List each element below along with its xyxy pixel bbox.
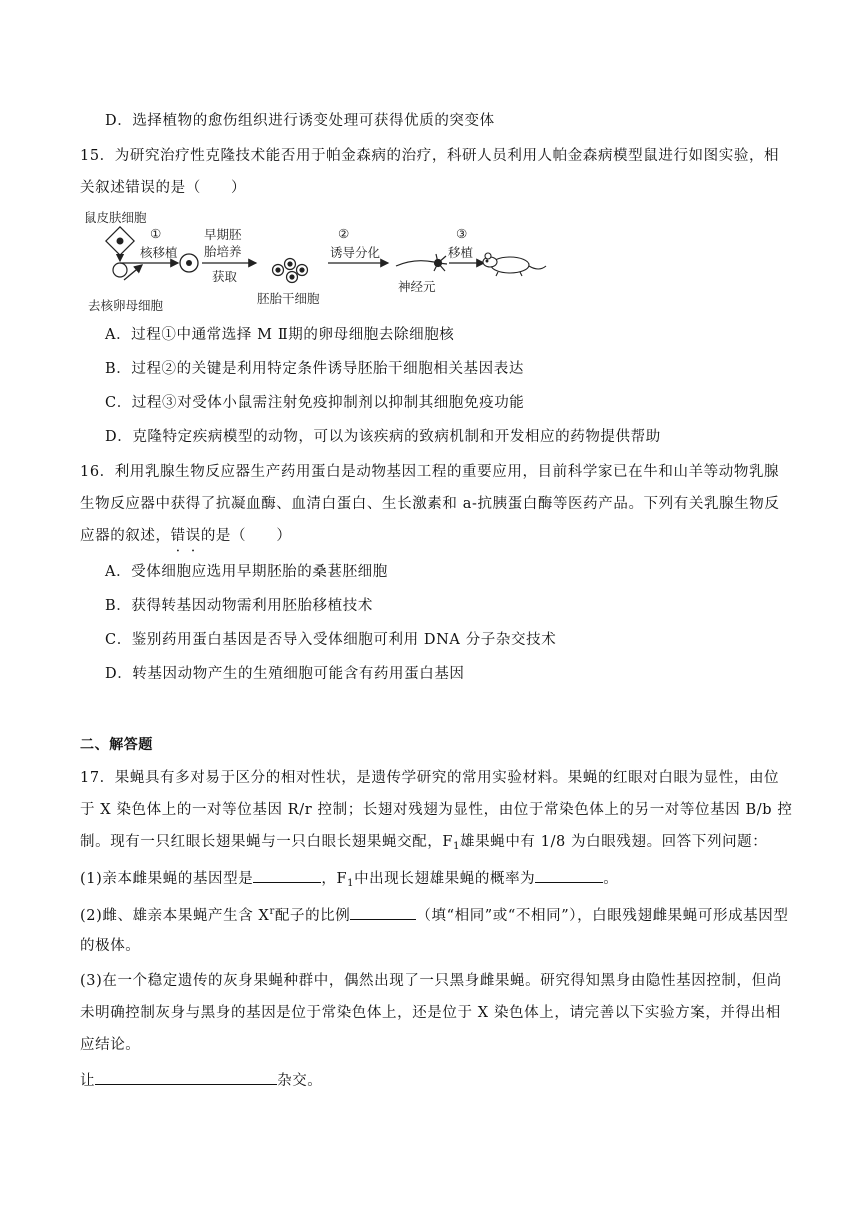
q17-part-2-superscript: r [269, 906, 275, 917]
neuron-icon [396, 254, 447, 271]
q17-part-1-text-d: 。 [603, 871, 619, 887]
q15-option-b: B．过程②的关键是利用特定条件诱导胚胎干细胞相关基因表达 [105, 361, 524, 377]
q16-option-a: A．受体细胞应选用早期胚胎的桑葚胚细胞 [105, 564, 388, 580]
label-step-3: 移植 [448, 245, 474, 260]
stem-cells-icon [273, 259, 308, 283]
q17-line-2: 于 X 染色体上的一对等位基因 R/r 控制；长翅对残翅为显性，由位于常染色体上的另一对等位基因 B/b 控 [80, 802, 793, 818]
q17-part-3-line-2: 未明确控制灰身与黑身的基因是位于常染色体上，还是位于 X 染色体上，请完善以下实验方案，并得出相 [80, 1005, 781, 1021]
q17-part-1-text-c: 中出现长翅雄果蝇的概率为 [354, 871, 536, 887]
q15-option-c: C．过程③对受体小鼠需注射免疫抑制剂以抑制其细胞免疫功能 [105, 395, 525, 411]
label-enucleated-egg: 去核卵母细胞 [88, 298, 164, 313]
q16-stem-line-1: 16．利用乳腺生物反应器生产药用蛋白是动物基因工程的重要应用，目前科学家已在牛和山羊等动物乳腺 [80, 464, 780, 480]
q15-stem-line-1: 15．为研究治疗性克隆技术能否用于帕金森病的治疗，科研人员利用人帕金森病模型鼠进行如图实验，相 [80, 148, 780, 164]
q16-option-d: D．转基因动物产生的生殖细胞可能含有药用蛋白基因 [105, 666, 465, 682]
q15-stem-line-2: 关叙述错误的是（ ） [80, 180, 247, 196]
q17-line-1: 17．果蝇具有多对易于区分的相对性状，是遗传学研究的常用实验材料。果蝇的红眼对白眼为显性，由位 [80, 770, 780, 786]
q17-part-1-text-a: (1)亲本雌果蝇的基因型是 [80, 871, 254, 887]
q17-line-3-end: 雄果蝇中有 1/8 为白眼残翅。回答下列问题： [460, 834, 768, 850]
answer-blank-2[interactable] [535, 868, 603, 883]
label-culture-3: 获取 [212, 269, 238, 284]
q16-stem-line-3-end: 的是（ ） [200, 528, 292, 544]
q15-option-d: D．克隆特定疾病模型的动物，可以为该疾病的致病机制和开发相应的药物提供帮助 [105, 429, 661, 445]
mouse-icon [483, 253, 546, 276]
q15-option-a: A．过程①中通常选择 M Ⅱ期的卵母细胞去除细胞核 [105, 327, 455, 343]
label-culture-1: 早期胚 [204, 227, 242, 242]
cloning-process-diagram [84, 208, 554, 318]
q16-stem-line-3-start: 应器的叙述， [80, 528, 171, 544]
q17-part-1-text-b: ，F [321, 871, 348, 887]
label-skin-cell: 鼠皮肤细胞 [84, 210, 147, 225]
q14-option-d: D．选择植物的愈伤组织进行诱变处理可获得优质的突变体 [105, 113, 495, 129]
label-neuron: 神经元 [398, 279, 436, 294]
reconstructed-cell-icon [180, 254, 198, 272]
label-step-3-number: ③ [456, 226, 468, 241]
q16-option-b: B．获得转基因动物需利用胚胎移植技术 [105, 598, 373, 614]
q17-line-3 [80, 832, 767, 857]
q17-part-1 [80, 868, 618, 894]
answer-blank-1[interactable] [253, 868, 321, 883]
q17-part-2-text-c: （填“相同”或“不相同”），白眼残翅雌果蝇可形成基因型 [416, 908, 789, 924]
q17-line-3-subscript: 1 [453, 841, 461, 852]
q17-part-2-text-a: (2)雌、雄亲本果蝇产生含 X [80, 908, 270, 924]
q17-line-3-start: 制。现有一只红眼长翅果蝇与一只白眼长翅果蝇交配，F [80, 834, 454, 850]
label-culture-2: 胎培养 [204, 244, 242, 259]
q17-part-3-line-1: (3)在一个稳定遗传的灰身果蝇种群中，偶然出现了一只黑身雌果蝇。研究得知黑身由隐性基因控制，但尚 [80, 973, 782, 989]
q16-emphasis-2: 误 [185, 528, 201, 544]
section-2-title: 二、解答题 [80, 737, 153, 753]
q16-stem-line-2: 生物反应器中获得了抗凝血酶、血清白蛋白、生长激素和 a-抗胰蛋白酶等医药产品。下列有关乳腺生物反 [80, 496, 780, 512]
skin-cell-icon [106, 227, 134, 255]
q16-option-c: C．鉴别药用蛋白基因是否导入受体细胞可利用 DNA 分子杂交技术 [105, 632, 557, 648]
q17-part-3-text-a: 让 [80, 1073, 96, 1089]
answer-blank-4[interactable] [95, 1070, 277, 1085]
q16-emphasis-1: 错 [170, 528, 186, 544]
q17-part-3-text-b: 杂交。 [277, 1073, 323, 1089]
q17-part-2 [80, 902, 788, 926]
label-step-1: 核移植 [140, 245, 178, 260]
q17-part-3-line-3: 应结论。 [80, 1037, 141, 1053]
label-step-2: 诱导分化 [330, 245, 381, 260]
q17-part-1-subscript: 1 [347, 878, 355, 889]
label-stem-cells: 胚胎干细胞 [257, 291, 320, 306]
q17-part-3-line-4 [80, 1070, 322, 1091]
label-step-2-number: ② [338, 226, 350, 241]
q17-part-2-cont: 的极体。 [80, 938, 141, 954]
enucleated-egg-icon [113, 263, 127, 277]
label-step-1-number: ① [150, 226, 162, 241]
answer-blank-3[interactable] [350, 905, 416, 920]
q17-part-2-text-b: 配子的比例 [274, 908, 351, 924]
q16-stem-line-3 [80, 526, 291, 546]
